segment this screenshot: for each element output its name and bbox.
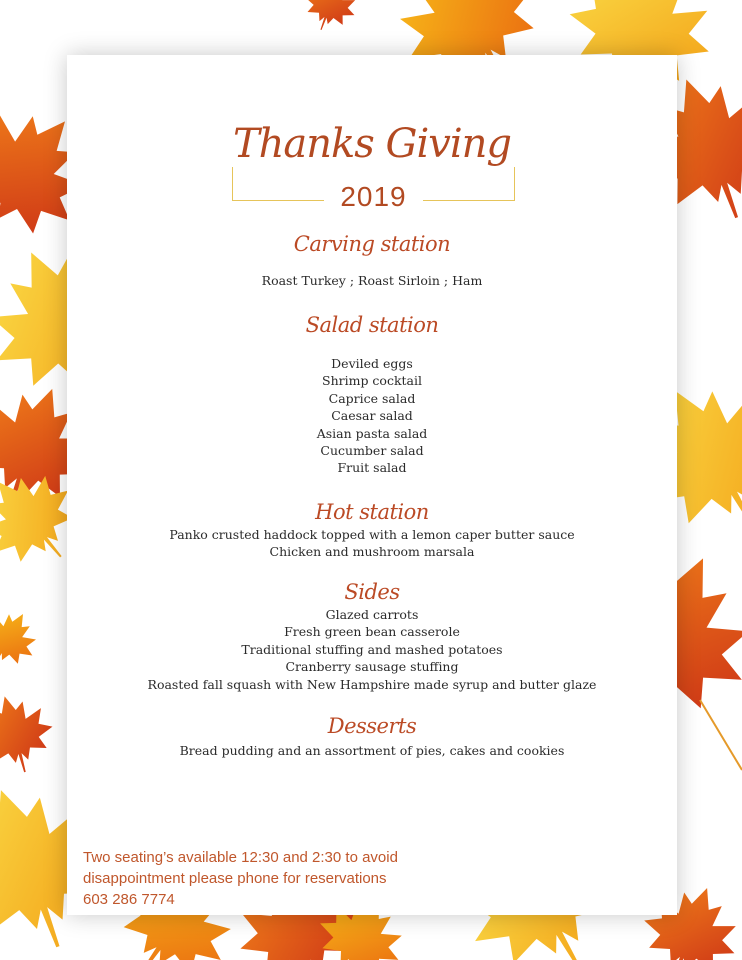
section-hot-station: [67, 498, 677, 561]
menu-item: Chicken and mushroom marsala: [269, 544, 475, 560]
menu-year: 2019: [340, 181, 407, 212]
menu-item: Shrimp cocktail: [322, 373, 422, 389]
section-heading: Hot station: [315, 500, 429, 524]
footer-line: disappointment please phone for reservations: [83, 870, 387, 887]
menu-item: Bread pudding and an assortment of pies, cakes and cookies: [179, 743, 565, 758]
menu-item: Cucumber salad: [320, 443, 424, 459]
menu-card: [67, 55, 677, 915]
page-title: Thanks Giving: [67, 121, 677, 167]
section-salad-station: [67, 311, 677, 477]
menu-item: Fresh green bean casserole: [284, 624, 460, 640]
maple-leaf-icon: [296, 0, 364, 39]
menu-item: Roasted fall squash with New Hampshire made syrup and butter glaze: [147, 676, 597, 692]
menu-item: Panko crusted haddock topped with a lemon caper butter sauce: [169, 527, 575, 542]
section-heading: Sides: [344, 580, 400, 604]
menu-item: Cranberry sausage stuffing: [285, 659, 459, 675]
section-heading: Salad station: [305, 313, 439, 337]
menu-item: Caprice salad: [328, 390, 416, 406]
footer-line: Two seating’s available 12:30 and 2:30 to avoid: [83, 849, 398, 866]
section-heading: Desserts: [327, 714, 417, 738]
reservation-note: [83, 847, 398, 910]
menu-item: Fruit salad: [337, 460, 407, 476]
menu-item: Roast Turkey ; Roast Sirloin ; Ham: [261, 273, 483, 288]
section-heading: Carving station: [293, 232, 451, 256]
menu-item: Asian pasta salad: [316, 425, 428, 441]
section-desserts: [67, 712, 677, 759]
year-row: [232, 181, 515, 215]
maple-leaf-icon: [0, 600, 48, 680]
phone-number: 603 286 7774: [83, 891, 175, 908]
section-sides: [67, 578, 677, 693]
section-carving-station: [67, 230, 677, 289]
maple-leaf-icon: [0, 686, 62, 782]
menu-item: Caesar salad: [331, 408, 413, 424]
menu-item: Glazed carrots: [325, 607, 419, 622]
menu-item: Traditional stuffing and mashed potatoes: [241, 641, 503, 657]
menu-item: Deviled eggs: [331, 356, 413, 371]
